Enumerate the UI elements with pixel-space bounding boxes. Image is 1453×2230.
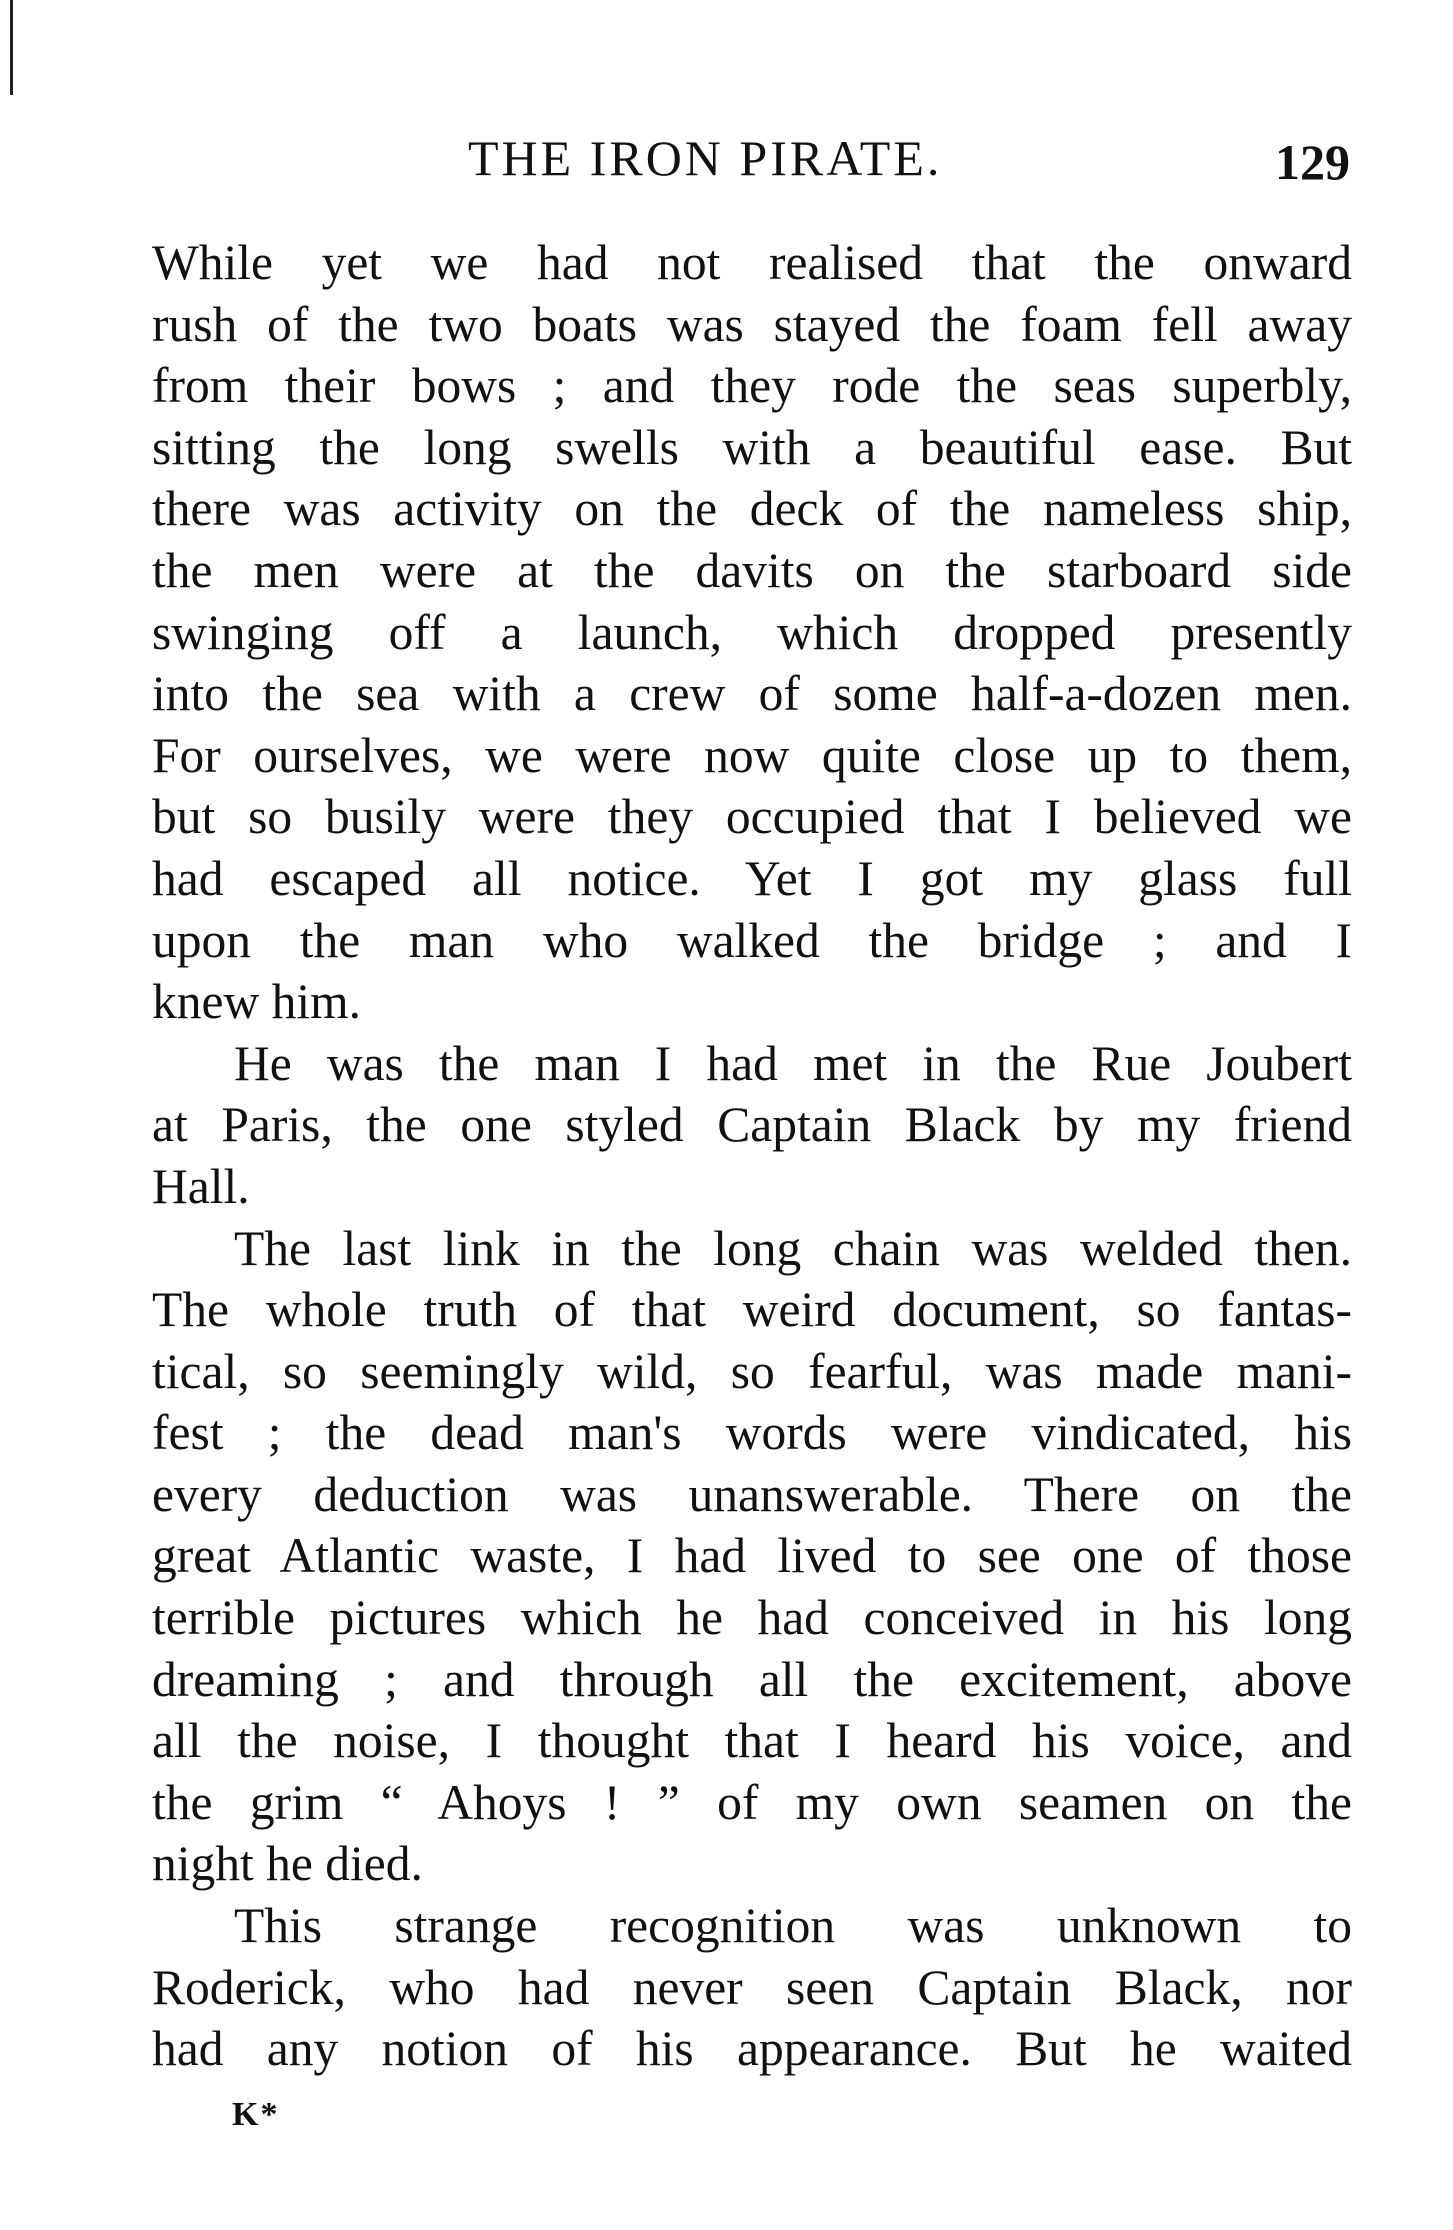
text-line: at Paris, the one styled Captain Black by my friend — [152, 1097, 1352, 1153]
text-line: For ourselves, we were now quite close up to them, — [152, 727, 1352, 783]
text-line: terrible pictures which he had conceived in his long — [152, 1590, 1352, 1646]
text-line: Roderick, who had never seen Captain Black, nor — [152, 1959, 1352, 2015]
text-line: night he died. — [152, 1836, 423, 1892]
running-title: THE IRON PIRATE. — [468, 130, 943, 186]
text-line: The last link in the long chain was welded then. — [234, 1220, 1352, 1276]
text-line: the men were at the davits on the starboard side — [152, 542, 1352, 598]
text-line: Hall. — [152, 1158, 250, 1214]
text-line: had escaped all notice. Yet I got my glass full — [152, 850, 1352, 906]
text-line: the grim “ Ahoys ! ” of my own seamen on the — [152, 1774, 1352, 1830]
scan-margin-rule — [10, 0, 13, 95]
text-line: upon the man who walked the bridge ; and I — [152, 912, 1352, 968]
text-line: into the sea with a crew of some half-a-dozen men. — [152, 666, 1352, 722]
text-line: dreaming ; and through all the excitement, above — [152, 1651, 1352, 1707]
text-line: sitting the long swells with a beautiful ease. But — [152, 419, 1352, 475]
text-line: The whole truth of that weird document, so fantas- — [152, 1282, 1352, 1338]
text-line: He was the man I had met in the Rue Joubert — [234, 1035, 1352, 1091]
text-line: great Atlantic waste, I had lived to see one of those — [152, 1528, 1352, 1584]
text-line: all the noise, I thought that I heard his voice, and — [152, 1713, 1352, 1769]
text-line: every deduction was unanswerable. There on the — [152, 1466, 1352, 1522]
signature-mark: K* — [232, 2096, 280, 2133]
text-line: swinging off a launch, which dropped presently — [152, 604, 1352, 660]
text-line: there was activity on the deck of the nameless ship, — [152, 481, 1352, 537]
text-line: knew him. — [152, 974, 361, 1030]
text-line: fest ; the dead man's words were vindicated, his — [152, 1405, 1352, 1461]
page-number: 129 — [1275, 134, 1350, 190]
text-line: While yet we had not realised that the onward — [152, 235, 1352, 290]
text-line: had any notion of his appearance. But he waited — [152, 2021, 1352, 2077]
text-line: from their bows ; and they rode the seas superbly, — [152, 358, 1352, 414]
text-line: This strange recognition was unknown to — [234, 1898, 1352, 1954]
text-line: but so busily were they occupied that I believed we — [152, 789, 1352, 845]
body-text — [152, 232, 1352, 2080]
text-line: rush of the two boats was stayed the foam fell away — [152, 296, 1352, 352]
text-line: tical, so seemingly wild, so fearful, was made mani- — [152, 1343, 1352, 1399]
running-header — [150, 128, 1350, 188]
